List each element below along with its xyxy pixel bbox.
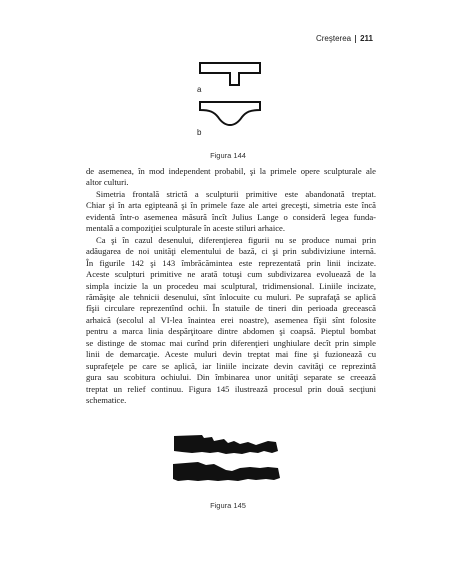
header-divider: [355, 35, 356, 43]
figure-144-drawing: [188, 55, 268, 135]
body-line: evidentă într-o asemenea măsură încît Julius Lange o consideră legea funda-: [86, 211, 376, 222]
body-line: rămăşiţe ale tehnicii desenului, sînt înlocuite cu muluri. Pe suprafaţă se aplică: [86, 291, 376, 302]
body-line: simpla incizie la un procedeu mai sculptural, tridimensional. Liniile incizate,: [86, 280, 376, 291]
figure-144-label-a: a: [197, 85, 202, 94]
body-line: treptat un relief continuu. Figura 145 ilustrează procesul prin două secţiuni: [86, 383, 376, 394]
section-top-silhouette: [174, 435, 278, 454]
section-bottom-silhouette: [173, 462, 280, 481]
body-line: Simetria frontală strictă a sculpturii primitive este abandonată treptat.: [96, 188, 376, 199]
body-line: linii de demarcaţie. Aceste muluri devin treptat mai fine şi fuzionează cu: [86, 349, 376, 360]
body-line: În figurile 142 şi 143 îmbrăcămintea este reprezentată prin linii incizate.: [86, 257, 376, 268]
body-line: Aceste sculpturi primitive ne arată totuşi cum subdivizarea evoluează de la: [86, 269, 376, 280]
body-line: fîşii circulare reprezentînd ochii. În statuile de tineri din perioada grecească: [86, 303, 376, 314]
figure-144-caption: Figura 144: [210, 151, 246, 160]
body-line: mentală a compoziţiei sculpturale în aceste stiluri arhaice.: [86, 223, 286, 234]
body-line: Chiar şi în arta egipteană şi în primele faze ale artei greceşti, simetria este încă: [86, 200, 376, 211]
figure-144: [188, 55, 268, 160]
section-b-outline: [200, 102, 260, 125]
section-a-outline: [200, 63, 260, 85]
body-line: se distinge de stomac mai curînd prin diferenţieri unghiulare decît prin simple: [86, 337, 376, 348]
body-text: [86, 166, 376, 407]
body-line: gura sau scobitura ochiului. Din îmbinarea unor unităţi separate se creează: [86, 372, 376, 383]
body-line: pentru a marca linia despărţitoare dintre abdomen şi coapsă. Pieptul bombat: [86, 326, 376, 337]
figure-145-caption: Figura 145: [210, 501, 246, 510]
figure-145: [168, 432, 288, 510]
running-header-title: Creşterea: [315, 34, 352, 43]
figure-144-label-b: b: [197, 128, 202, 135]
body-line: suprafeţele pe care se aplică, iar liniile incizate devin cavităţi ce reprezintă: [86, 360, 376, 371]
running-header: [316, 34, 373, 43]
body-line: adăugarea de noi unităţi elementului de bază, ci şi prin subdiviziune internă.: [86, 246, 376, 257]
body-line: arhaică (secolul al VI-lea înaintea erei noastre), asemenea fîşii sînt folosite: [86, 314, 376, 325]
body-line: schematice.: [86, 395, 127, 406]
body-line: de asemenea, în mod independent probabil, şi la primele opere sculpturale ale: [86, 166, 376, 176]
page-number: 211: [360, 34, 373, 43]
body-line: Ca şi în cazul desenului, diferenţierea figurii nu se produce numai prin: [96, 234, 376, 245]
body-line: altor culturi.: [86, 177, 129, 188]
figure-145-drawing: [168, 432, 288, 494]
